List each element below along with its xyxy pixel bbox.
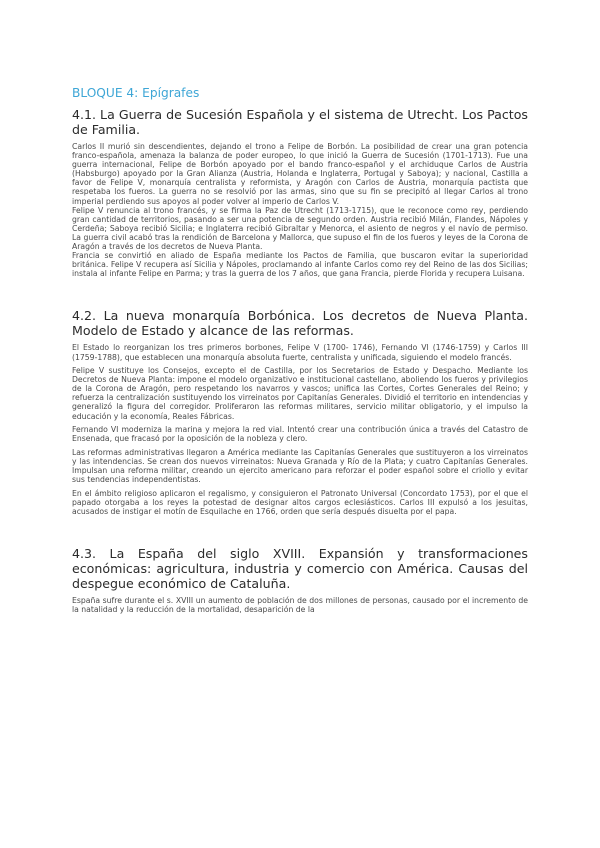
section-heading: 4.2. La nueva monarquía Borbónica. Los decretos de Nueva Planta. Modelo de Estado y alcance de las reformas.: [72, 308, 528, 339]
paragraph: Las reformas administrativas llegaron a América mediante las Capitanías Generales que sustituyeron a los virreinatos y las intendencias. Se crean dos nuevos virreinatos: Nueva Granada y Río de la Plata; y cuatro Capitanías Generales. Impulsan una reforma militar, creando un ejercito americano para reforzar el poder español sobre el criollo y evitar sus tendencias independentistas.: [72, 447, 528, 485]
block-title: BLOQUE 4: Epígrafes: [72, 86, 200, 100]
section-heading: 4.1. La Guerra de Sucesión Española y el sistema de Utrecht. Los Pactos de Familia.: [72, 107, 528, 137]
paragraph: Carlos II murió sin descendientes, dejando el trono a Felipe de Borbón. La posibilidad de crear una gran potencia franco-española, amenaza la balanza de poder europeo, lo que inició la Guerra de Sucesión (1701-1713). Fue una guerra internacional, Felipe de Borbón apoyado por el bando franco-español y el archiduque Carlos de Austria (Habsburgo) apoyado por la Gran Alianza (Austria, Holanda e Inglaterra, Portugal y Saboya); y nacional, Castilla a favor de Felipe V, monarquía centralista y reformista, y Aragón con Carlos de Austria, monarquía pactista que respetaba los fueros. La guerra no se resolvió por las armas, sino que su fin se precipitó al llegar Carlos al trono imperial perdiendo sus apoyos al poder volver al imperio de Carlos V.: [72, 142, 528, 206]
paragraph: El Estado lo reorganizan los tres primeros borbones, Felipe V (1700- 1746), Fernando VI (1746-1759) y Carlos III (1759-1788), que establecen una monarquía absoluta fuerte, centralista y unificada, siguiendo el modelo francés.: [72, 343, 528, 362]
paragraph: Francia se convirtió en aliado de España mediante los Pactos de Familia, que buscaron evitar la superioridad británica. Felipe V recupera así Sicilia y Nápoles, proclamando al infante Carlos como rey del Reino de las dos Sicilias; instala al infante Felipe en Parma; y tras la guerra de los 7 años, que gana Francia, pierde Florida y recupera Luisana.: [72, 251, 528, 279]
paragraph: En el ámbito religioso aplicaron el regalismo, y consiguieron el Patronato Universal (Concordato 1753), por el que el papado otorgaba a los reyes la potestad de designar altos cargos eclesiásticos. Carlos III expulsó a los jesuitas, acusados de instigar el motín de Esquilache en 1766, orden que sería después disuelta por el papa.: [72, 488, 528, 516]
section-heading: 4.3. La España del siglo XVIII. Expansión y transformaciones económicas: agricultura, industria y comercio con América. Causas del despegue económico de Cataluña.: [72, 546, 528, 591]
section-4-1: [72, 107, 528, 278]
paragraph: España sufre durante el s. XVIII un aumento de población de dos millones de personas, causado por el incremento de la natalidad y la reducción de la mortalidad, desaparición de la: [72, 596, 528, 615]
document-page: [72, 86, 528, 630]
section-4-2: [72, 308, 528, 516]
section-4-3: [72, 546, 528, 614]
paragraph: Felipe V renuncia al trono francés, y se firma la Paz de Utrecht (1713-1715), que le reconoce como rey, perdiendo gran cantidad de territorios, pasando a ser una potencia de segundo orden. Austria recibió Milán, Flandes, Nápoles y Cerdeña; Saboya recibió Sicilia; e Inglaterra recibió Gibraltar y Menorca, el asiento de negros y el navío de permiso. La guerra civil acabó tras la rendición de Barcelona y Mallorca, que supuso el fin de los fueros y leyes de la Corona de Aragón a través de los decretos de Nueva Planta.: [72, 205, 528, 252]
paragraph: Felipe V sustituye los Consejos, excepto el de Castilla, por los Secretarios de Estado y Despacho. Mediante los Decretos de Nueva Planta: impone el modelo organizativo e institucional castellano, aboliendo los fueros y privilegios de la Corona de Aragón, pero respetando los navarros y vascos; unifica las Cortes, Cortes Generales del Reino; y refuerza la centralización sustituyendo los virreinatos por Capitanías Generales. Dividió el territorio en intendencias y generalizó la figura del corregidor. Proliferaron las reformas militares, servicio militar obligatorio, y el impulso la educación y la economía, Reales Fábricas.: [72, 366, 528, 421]
paragraph: Fernando VI moderniza la marina y mejora la red vial. Intentó crear una contribución única a través del Catastro de Ensenada, que fracasó por la oposición de la nobleza y clero.: [72, 425, 528, 444]
